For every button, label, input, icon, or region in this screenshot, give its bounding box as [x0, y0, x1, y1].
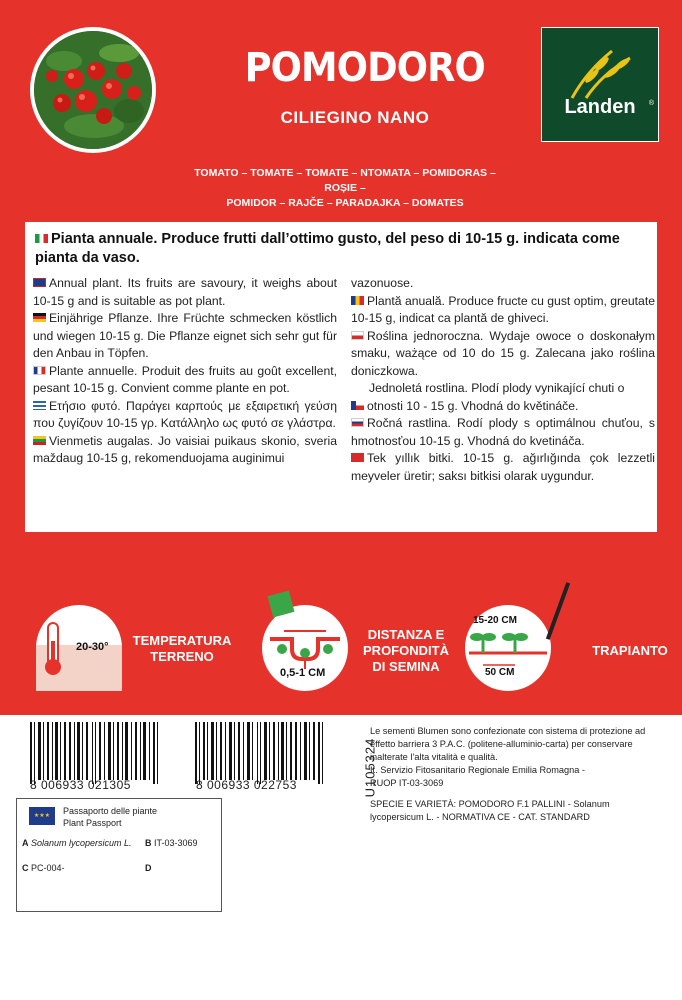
description-de	[33, 310, 337, 363]
product-title: POMODORO	[244, 45, 485, 91]
description-sk	[351, 415, 655, 450]
language-names	[190, 166, 500, 211]
barcode-1-number: 8 006933 021305	[30, 778, 131, 792]
czech-flag	[351, 401, 364, 410]
description-lt	[33, 433, 337, 468]
legal-text	[370, 725, 660, 824]
france-flag	[33, 366, 46, 375]
description-panel	[25, 222, 657, 532]
description-text: Annual plant. Its fruits are savoury, it weighs about 10-15 g and is suitable as pot plant.	[33, 276, 337, 308]
description-tr	[351, 450, 655, 485]
description-text: Ročná rastlina. Rodí plody s optimálnou chuťou, s hmotnosťou 10-15 g. Vhodná do kvetináča.	[351, 416, 655, 448]
turkey-flag	[351, 453, 364, 462]
description-ro	[351, 293, 655, 328]
lot-code: U105324	[362, 737, 378, 798]
passport-c-value: PC-004-	[31, 863, 65, 873]
tomato-photo	[30, 27, 156, 153]
transplant-label: TRAPIANTO	[592, 643, 668, 658]
language-line-2: POMIDOR – RAJČE – PARADAJKA – DOMATES	[226, 197, 464, 209]
temperature-range: 20-30°	[76, 641, 109, 653]
descriptions-right-column	[351, 275, 655, 485]
germany-flag	[33, 313, 46, 322]
poland-flag	[351, 331, 364, 340]
plant-spacing: 50 CM	[485, 667, 515, 678]
passport-c	[22, 863, 65, 873]
description-cz-line1: Jednoletá rostlina. Plodí plody vynikající chuti o	[369, 381, 625, 395]
description-text: Plantă anuală. Produce fructe cu gust optim, greutate 10-15 g, indicat ca plantă de ghiveci.	[351, 293, 655, 325]
passport-b-key: B	[145, 838, 152, 848]
legal-p1: Le sementi Blumen sono confezionate con sistema di protezione ad effetto barriera 3 P.A.C. (politene-alluminio-carta) per conservare inalterate l’alta vitalità e qualità.	[370, 726, 646, 762]
row-spacing: 15-20 CM	[473, 615, 517, 626]
legal-p2: It. Servizio Fitosanitario Regionale Emilia Romagna -	[370, 765, 585, 775]
uk-flag	[33, 278, 46, 287]
plant-passport	[16, 798, 222, 912]
greece-flag	[33, 401, 46, 410]
lithuania-flag	[33, 436, 46, 445]
passport-c-key: C	[22, 863, 29, 873]
thermometer-icon	[36, 605, 122, 691]
description-fr	[33, 363, 337, 398]
passport-b-value: IT-03-3069	[154, 838, 198, 848]
passport-a	[22, 838, 132, 848]
passport-title-en: Plant Passport	[63, 818, 122, 828]
italy-flag	[35, 234, 48, 243]
sowing-depth: 0,5-1 CM	[280, 667, 326, 679]
description-text: Plante annuelle. Produit des fruits au goût excellent, pesant 10-15 g. Convient comme plante en pot.	[33, 363, 337, 395]
transplant-icon	[465, 605, 551, 691]
description-text: Roślina jednoroczna. Wydaje owoce o doskonałym smaku, ważące od 10 do 15 g. Zalecana jako roślina doniczkowa.	[351, 328, 655, 378]
passport-a-key: A	[22, 838, 29, 848]
descriptions-left-column	[33, 275, 337, 468]
description-text: Vienmetis augalas. Jo vaisiai puikaus skonio, sveria maždaug 10-15 g, rekomenduojama auginimui	[33, 433, 337, 465]
slovakia-flag	[351, 418, 364, 427]
description-lt-cont: vazonuose.	[351, 276, 414, 290]
italian-text: Pianta annuale. Produce frutti dall’ottimo gusto, del peso di 10-15 g. indicata come pianta da vaso.	[35, 231, 620, 266]
eu-flag-icon: ★★★	[29, 807, 55, 825]
sowing-icon	[262, 605, 348, 691]
temperature-label: TEMPERATURA TERRENO	[132, 633, 232, 664]
description-text: Ετήσιο φυτό. Παράγει καρπούς με εξαιρετική γεύση που ζυγίζουν 10-15 γρ. Κατάλληλο ως φυτό σε γλάστρα.	[33, 398, 337, 430]
passport-a-value: Solanum lycopersicum L.	[31, 838, 132, 848]
legal-p4: SPECIE E VARIETÀ: POMODORO F.1 PALLINI - Solanum lycopersicum L. - NORMATIVA CE - CAT. STANDARD	[370, 799, 610, 822]
registered-mark: ®	[648, 100, 654, 107]
product-subtitle: CILIEGINO NANO	[280, 108, 430, 127]
passport-title-it: Passaporto delle piante	[63, 806, 158, 816]
brand-logo	[541, 27, 659, 142]
growing-icons	[0, 595, 682, 715]
barcode-2	[185, 722, 345, 784]
language-line-1: TOMATO – TOMATE – TOMATE – NTOMATA – POMIDORAS – ROȘIE –	[194, 167, 496, 194]
distance-label: DISTANZA E PROFONDITÀ DI SEMINA	[363, 627, 449, 674]
description-text: otnosti 10 - 15 g. Vhodná do květináče.	[367, 398, 579, 413]
barcode-2-number: 8 006933 022753	[196, 778, 297, 792]
barcode-1	[20, 722, 180, 784]
description-text: Tek yıllık bitki. 10-15 g. ağırlığında çok lezzetli meyveler üretir; saksı bitkisi olarak uygundur.	[351, 451, 655, 483]
italian-description	[35, 230, 655, 268]
brand-name: Landen	[564, 96, 636, 118]
passport-d-key: D	[145, 863, 152, 873]
description-text: Einjährige Pflanze. Ihre Früchte schmecken köstlich und wiegen 10-15 g. Die Pflanze eignet sich sehr gut für den Anbau in Töpfen.	[33, 311, 337, 360]
passport-d	[145, 863, 152, 873]
romania-flag	[351, 296, 364, 305]
description-en	[33, 275, 337, 310]
passport-b	[145, 838, 198, 848]
description-pl	[351, 328, 655, 381]
legal-p3: RUOP IT-03-3069	[370, 778, 444, 788]
description-el	[33, 398, 337, 433]
description-cz	[351, 398, 655, 416]
